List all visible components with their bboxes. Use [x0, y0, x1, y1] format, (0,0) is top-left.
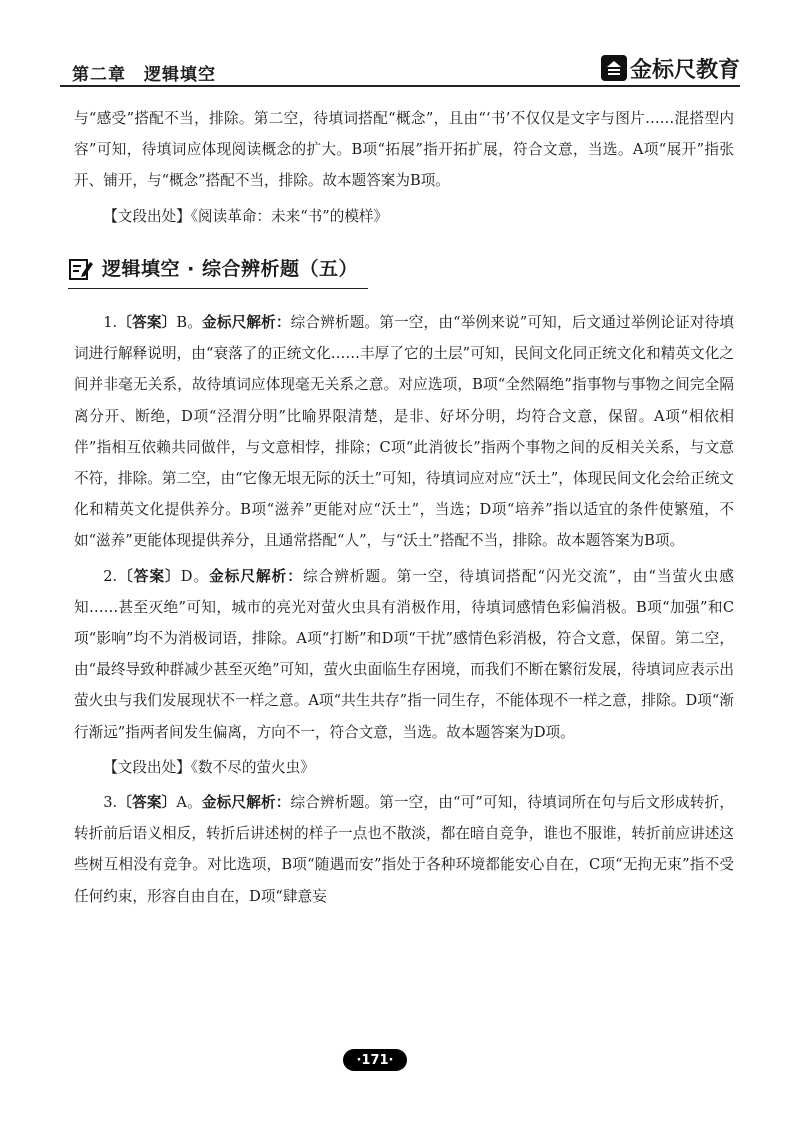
chapter-title: 第二章 逻辑填空: [72, 65, 216, 85]
question-number: 3.: [103, 794, 118, 812]
brand-name: 金标尺教育: [629, 57, 740, 83]
question-1: [74, 307, 734, 557]
page-header: [60, 52, 740, 88]
question-2: [74, 561, 734, 748]
analysis-label: 金标尺解析：: [202, 314, 291, 332]
page-content: [74, 103, 734, 912]
question-3: [74, 787, 734, 912]
source-title: 《数不尽的萤火虫》: [190, 758, 315, 776]
answer-label: 〔答案〕: [117, 567, 181, 585]
edit-note-icon: [68, 256, 94, 282]
intro-paragraph: 与“感受”搭配不当，排除。第二空，待填词搭配“概念”，且由“‘书’不仅仅是文字与图片……混搭型内容”可知，待填词应体现阅读概念的扩大。B项“拓展”指开拓扩展，符合文意，当选。A项“展开”指张开、铺开，与“概念”搭配不当，排除。故本题答案为B项。: [74, 110, 734, 190]
question-number: 2.: [103, 567, 118, 585]
analysis-label: 金标尺解析：: [209, 567, 303, 585]
section-title: 逻辑填空 · 综合辨析题（五）: [102, 257, 358, 280]
brand-logo-icon: [601, 55, 627, 81]
source-label: 【文段出处】: [103, 207, 191, 225]
question-2-source: [74, 752, 734, 783]
answer-value: D。: [180, 567, 210, 585]
brand: [601, 54, 740, 82]
answer-value: B。: [176, 314, 203, 332]
analysis-text: 综合辨析题。第一空，由“举例来说”可知，后文通过举例论证对待填词进行解释说明，由“衰落了的正统文化……丰厚了它的土层”可知，民间文化同正统文化和精英文化之间并非毫无关系，故待填词应体现毫无关系之意。对应选项，B项“全然隔绝”指事物与事物之间完全隔离分开、断绝，D项“泾渭分明”比喻界限清楚，是非、好坏分明，均符合文意，保留。A项“相依相伴”指相互依赖共同做伴，与文意相悖，排除；C项“此消彼长”指两个事物之间的反相关关系，与文意不符，排除。第二空，由“它像无垠无际的沃土”可知，待填词应对应“沃土”，体现民间文化会给正统文化和精英文化提供养分。B项“滋养”更能对应“沃土”，当选；D项“培养”指以适宜的条件使繁殖，不如“滋养”更能体现提供养分，且通常搭配“人”，与“沃土”搭配不当，排除。故本题答案为B项。: [74, 314, 734, 550]
answer-value: A。: [176, 794, 202, 812]
header-divider: [60, 85, 740, 87]
analysis-text: 综合辨析题。第一空，由“可”可知，待填词所在句与后文形成转折，转折前后语义相反，转折后讲述树的样子一点也不散淡，都在暗自竞争，谁也不服谁，转折前应讲述这些树互相没有竞争。对比选项，B项“随遇而安”指处于各种环境都能安心自在，C项“无拘无束”指不受任何约束，形容自由自在，D项“肆意妄: [74, 794, 734, 905]
analysis-text: 综合辨析题。第一空，待填词搭配“闪光交流”，由“当萤火虫感知……甚至灭绝”可知，城市的亮光对萤火虫具有消极作用，待填词感情色彩偏消极。B项“加强”和C项“影响”均不为消极词语，排除。A项“打断”和D项“干扰”感情色彩消极，符合文意，保留。第二空，由“最终导致种群减少甚至灭绝”可知，萤火虫面临生存困境，而我们不断在繁衍发展，待填词应表示出萤火虫与我们发展现状不一样之意。A项“共生共存”指一同生存，不能体现不一样之意，排除。D项“渐行渐远”指两者间发生偏离，方向不一，符合文意，当选。故本题答案为D项。: [74, 567, 734, 741]
section-heading: [68, 254, 368, 289]
source-title: 《阅读革命：未来“书”的模样》: [190, 207, 389, 225]
analysis-label: 金标尺解析：: [201, 794, 291, 812]
answer-label: 〔答案〕: [117, 314, 177, 332]
answer-label: 〔答案〕: [117, 794, 177, 812]
question-number: 1.: [103, 314, 118, 332]
page-number: ·171·: [343, 1049, 407, 1071]
intro-source: [74, 201, 734, 232]
source-label: 【文段出处】: [103, 758, 191, 776]
